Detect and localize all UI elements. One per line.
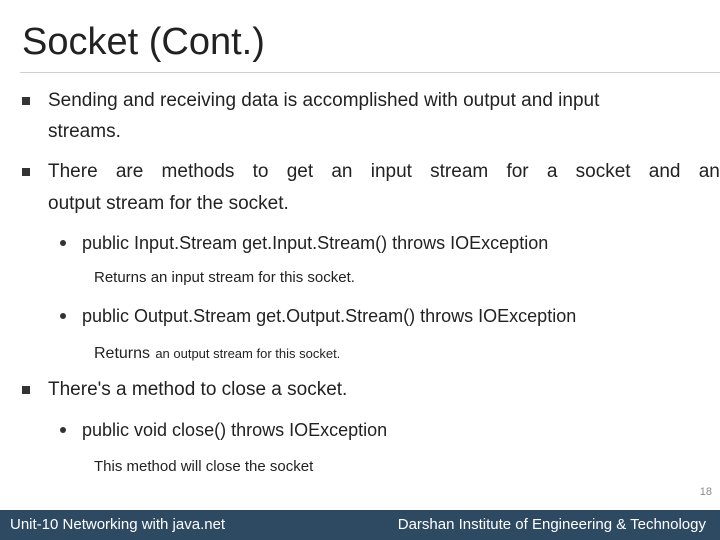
justified-word: methods (161, 161, 235, 182)
page-number: 18 (699, 486, 712, 498)
bullet-text: Sending and receiving data is accomplished with output and input (48, 90, 600, 111)
justified-word: to (252, 161, 269, 182)
bullet-text-continuation: output stream for the socket. (48, 193, 289, 214)
justified-word: for (506, 161, 529, 182)
justified-word: stream (430, 161, 489, 182)
justified-word: socket (575, 161, 631, 182)
square-bullet-icon (22, 97, 30, 105)
round-bullet-icon (60, 313, 66, 319)
round-bullet-icon (60, 240, 66, 246)
round-bullet-icon (60, 427, 66, 433)
sub-bullet-description: This method will close the socket (94, 458, 314, 475)
justified-word: are (115, 161, 144, 182)
justified-word: input (370, 161, 412, 182)
justified-word: There (48, 161, 98, 182)
justified-word: and (648, 161, 681, 182)
footer-bar (0, 510, 720, 540)
sub-bullet-text: public Output.Stream get.Output.Stream() throws IOException (82, 306, 577, 326)
footer-unit-title: Unit-10 Networking with java.net (10, 516, 226, 533)
justified-word: get (286, 161, 314, 182)
sub-bullet-description: Returns an input stream for this socket. (94, 269, 355, 286)
bullet-text-justified (48, 160, 720, 184)
description-rest: an output stream for this socket. (155, 346, 341, 361)
footer-institute-name: Darshan Institute of Engineering & Technology (397, 516, 706, 533)
slide-title: Socket (Cont.) (22, 21, 265, 63)
justified-word: a (546, 161, 558, 182)
bullet-text: There's a method to close a socket. (48, 379, 348, 400)
sub-bullet-description (94, 341, 340, 366)
justified-word: an (698, 161, 720, 182)
sub-bullet-text: public void close() throws IOException (82, 420, 388, 440)
square-bullet-icon (22, 386, 30, 394)
square-bullet-icon (22, 168, 30, 176)
bullet-text-continuation: streams. (48, 121, 121, 142)
justified-word: an (331, 161, 353, 182)
sub-bullet-text: public Input.Stream get.Input.Stream() throws IOException (82, 233, 549, 253)
description-lead: Returns (94, 345, 151, 362)
